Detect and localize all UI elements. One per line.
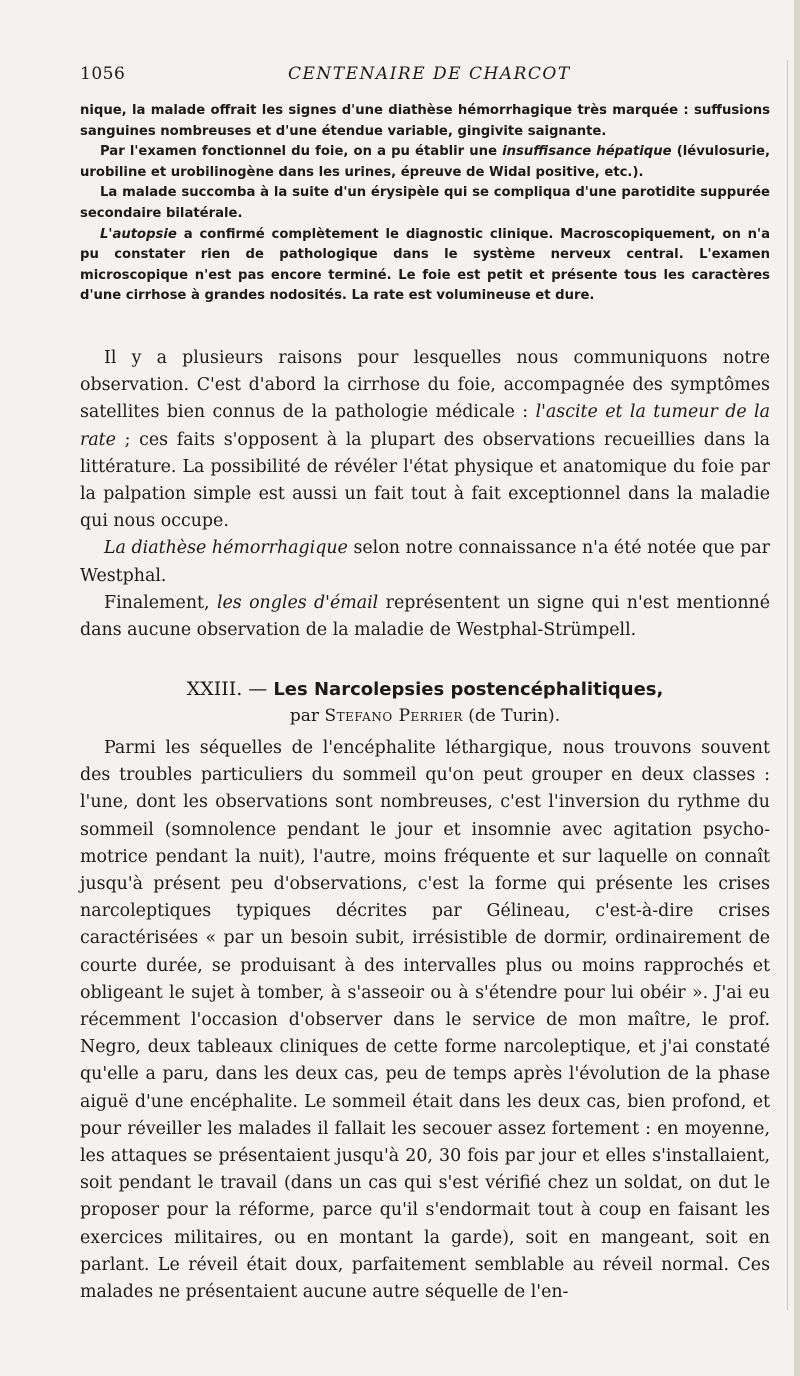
page-number: 1056 [80,64,126,84]
author-suffix: (de Turin). [462,706,561,726]
emphasis: les ongles d'émail [216,592,379,613]
running-head: CENTENAIRE DE CHARCOT [288,64,571,84]
section-author [80,703,770,729]
section-body [80,735,770,1306]
page-fold-line [787,60,788,1310]
case-paragraph: La malade succomba à la suite d'un érysipèle qui se compliqua d'une parotidite suppurée secondaire bilatérale. [80,185,770,221]
page-edge [794,0,800,1376]
discussion-paragraph [80,590,770,644]
emphasis: insuffisance hépatique [502,144,672,160]
emphasis: La diathèse hémorrhagique [104,538,348,559]
case-paragraph [80,142,770,183]
text-run: a confirmé complètement le diagnostic clinique. Macroscopiquement, on n'a pu constater rien de pathologique dans le système nerveux central. L'examen microscopique n'est pas encore terminé. Le foie est petit et présente tous les caractères d'une cirrhose à grandes nodosités. La rate est volumineuse et dure. [80,226,770,304]
text-run: (lévulosurie, urobiline et urobilinogène dans les urines, épreuve de Widal positive, etc.). [80,144,770,180]
text-run: Finalement, [104,592,217,613]
section-number: XXIII. — [186,678,274,700]
section-title: Les Narcolepsies postencéphalitiques, [273,679,664,700]
case-paragraph: nique, la malade offrait les signes d'une diathèse hémorrhagique très marquée : suffusions sanguines nombreuses et d'une étendue variable, gingivite saignante. [80,103,770,139]
page-header [80,64,770,92]
text-run: Il y a plusieurs raisons pour lesquelles nous communiquons notre observation. C'est d'abord la cirrhose du foie, accompagnée des symptômes satellites bien connus de la pathologie médicale : [80,348,770,423]
emphasis: L'autopsie [100,226,177,242]
section-heading [80,676,770,703]
discussion-paragraph [80,345,770,535]
emphasis: l'ascite et la tumeur de la rate [80,402,770,450]
text-run: ; ces faits s'opposent à la plupart des observations recueillies dans la littérature. La possibilité de révéler l'état physique et anatomique du foie par la palpation simple est aussi un fait tout à fait exceptionnel dans la maladie qui nous occupe. [80,429,770,532]
text-run: Par l'examen fonctionnel du foie, on a pu établir une [100,144,503,160]
section-paragraph: Parmi les séquelles de l'encéphalite léthargique, nous trouvons souvent des troubles particuliers du sommeil qu'on peut grouper en deux classes : l'une, dont les observations sont nombreuses, c'est l'inversion du rythme du sommeil (somnolence pendant le jour et insomnie avec agitation psycho-motrice pendant la nuit), l'autre, moins fréquente et sur laquelle on connaît jusqu'à présent peu d'observations, c'est la forme qui présente les crises narcoleptiques typiques décrites par Gélineau, c'est-à-dire crises caractérisées « par un besoin subit, irrésistible de dormir, ordinairement de courte durée, se produisant à des intervalles plus ou moins rapprochés et obligeant le sujet à tomber, à s'asseoir ou à s'étendre pour lui obéir ». J'ai eu récemment l'occasion d'observer dans le service de mon maître, le prof. Negro, deux tableaux cliniques de cette forme narcoleptique, et j'ai constaté qu'elle a paru, dans les deux cas, peu de temps après l'évolution de la phase aiguë d'une encéphalite. Le sommeil était dans les deux cas, bien profond, et pour réveiller les malades il fallait les secouer assez fortement : en moyenne, les attaques se présentaient jusqu'à 20, 30 fois par jour et elles s'installaient, soit pendant le travail (dans un cas qui s'est vérifié chez un soldat, on dut le proposer pour la réforme, parce qu'il s'endormait tout à coup en faisant les exercices militaires, ou en montant la garde), soit en mangeant, soit en parlant. Le réveil était doux, parfaitement semblable au réveil normal. Ces malades ne présentaient aucune autre séquelle de l'en- [80,738,770,1303]
text-run: représentent un signe qui n'est mentionné dans aucune observation de la maladie de Westphal-Strümpell. [80,592,771,641]
case-paragraph [80,225,770,307]
discussion-block [80,345,770,644]
discussion-paragraph [80,535,770,589]
author-name: Stefano Perrier [324,706,463,726]
text-run: selon notre connaissance n'a été notée que par Westphal. [80,538,770,586]
author-prefix: par [289,706,325,726]
case-report-block [80,101,770,307]
